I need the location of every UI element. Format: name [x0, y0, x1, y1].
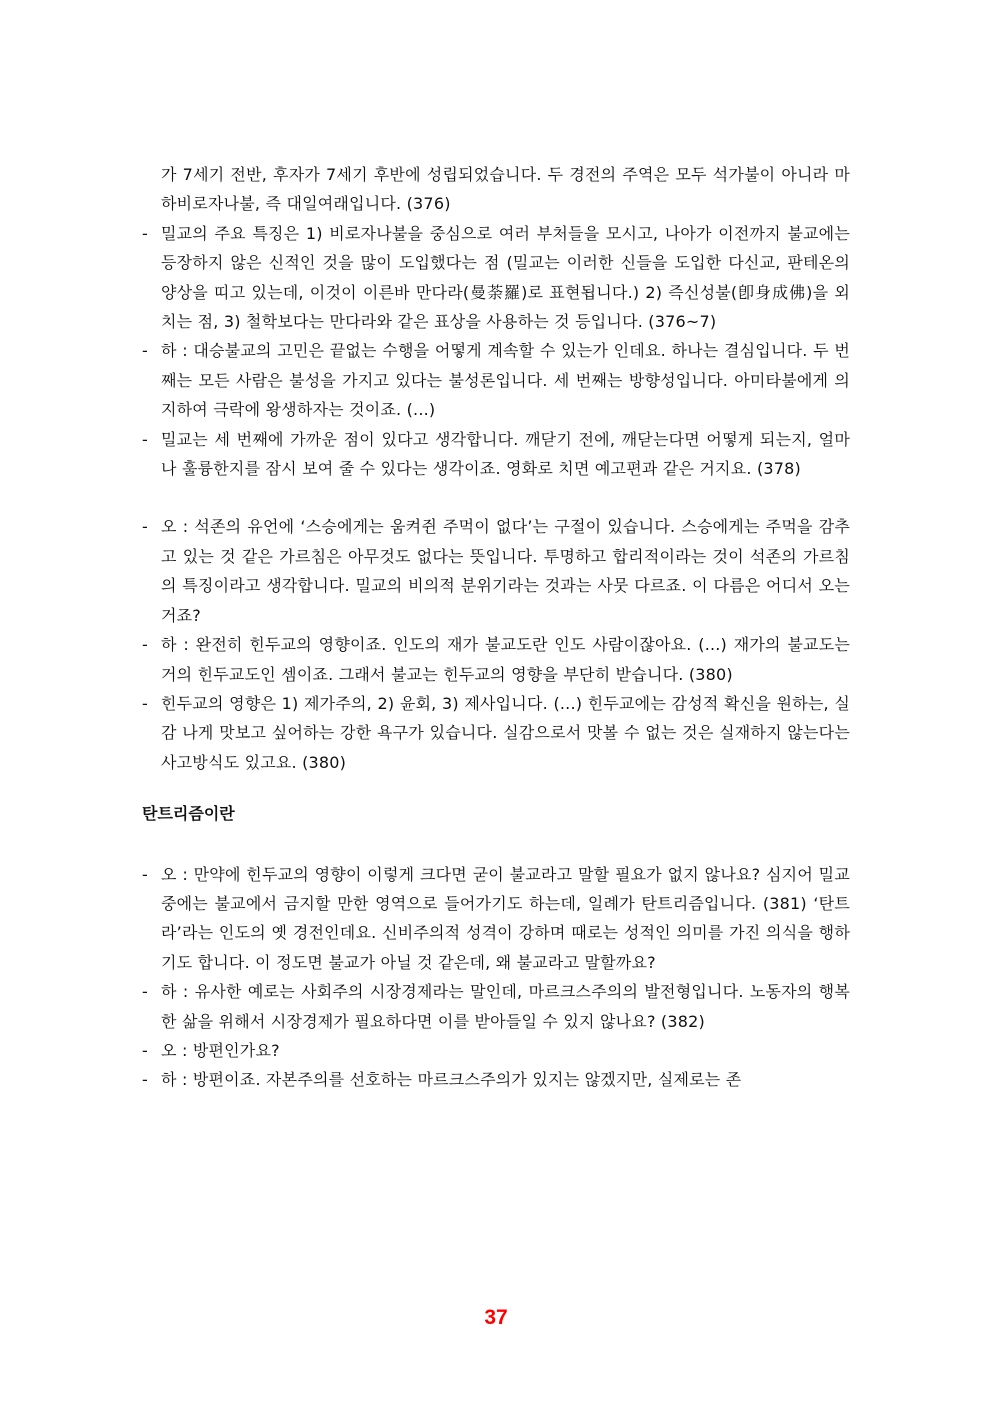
paragraph-text: 밀교는 세 번째에 가까운 점이 있다고 생각합니다. 깨닫기 전에, 깨닫는다면 어떻게 되는지, 얼마나 훌륭한지를 잠시 보여 줄 수 있다는 생각이죠. 영화로 치면 예고편과 같은 거지요. (378) [161, 429, 850, 479]
list-item [142, 336, 850, 424]
list-item [142, 977, 850, 1036]
dash-bullet: - [142, 517, 148, 537]
list-item [142, 1065, 850, 1094]
dash-bullet: - [142, 864, 148, 884]
list-item [142, 860, 850, 978]
paragraph-text: 오 : 석존의 유언에 ‘스승에게는 움켜쥔 주먹이 없다’는 구절이 있습니다. 스승에게는 주먹을 감추고 있는 것 같은 가르침은 아무것도 없다는 뜻입니다. 투명하고 합리적이라는 것이 석존의 가르침의 특징이라고 생각합니다. 밀교의 비의적 분위기라는 것과는 사뭇 다르죠. 이 다름은 어디서 오는 거죠? [161, 517, 850, 625]
dash-bullet: - [142, 223, 148, 243]
paragraph-continuation [142, 160, 850, 219]
spacer [142, 830, 850, 860]
page-body [142, 160, 850, 1095]
paragraph-text: 하 : 방편이죠. 자본주의를 선호하는 마르크스주의가 있지는 않겠지만, 실제로는 존 [161, 1070, 742, 1090]
dash-bullet: - [142, 1070, 148, 1090]
blank-line [142, 483, 850, 512]
paragraph-text: 오 : 방편인가요? [161, 1040, 280, 1060]
list-item [142, 689, 850, 777]
dash-bullet: - [142, 635, 148, 655]
list-item [142, 630, 850, 689]
paragraph-text: 하 : 대승불교의 고민은 끝없는 수행을 어떻게 계속할 수 있는가 인데요. 하나는 결심입니다. 두 번째는 모든 사람은 불성을 가지고 있다는 불성론입니다. 세 번째는 방향성입니다. 아미타불에게 의지하여 극락에 왕생하자는 것이죠. (...) [161, 341, 850, 420]
dash-bullet: - [142, 693, 148, 713]
list-item [142, 1036, 850, 1065]
list-item [142, 512, 850, 630]
paragraph-text: 가 7세기 전반, 후자가 7세기 후반에 성립되었습니다. 두 경전의 주역은 모두 석가불이 아니라 마하비로자나불, 즉 대일여래입니다. (376) [161, 165, 850, 214]
paragraph-text: 밀교의 주요 특징은 1) 비로자나불을 중심으로 여러 부처들을 모시고, 나아가 이전까지 불교에는 등장하지 않은 신적인 것을 많이 도입했다는 점 (밀교는 이러한 신들을 도입한 다신교, 판테온의 양상을 띠고 있는데, 이것이 이른바 만다라(曼荼羅)로 표현됩니다.) 2) 즉신성불(卽身成佛)을 외치는 점, 3) 철학보다는 만다라와 같은 표상을 사용하는 것 등입니다. (376~7) [161, 223, 850, 332]
list-item [142, 425, 850, 484]
dash-bullet: - [142, 429, 148, 449]
paragraph-text: 하 : 완전히 힌두교의 영향이죠. 인도의 재가 불교도란 인도 사람이잖아요. (...) 재가의 불교도는 거의 힌두교도인 셈이죠. 그래서 불교는 힌두교의 영향을 부단히 받습니다. (380) [161, 635, 850, 684]
paragraph-text: 힌두교의 영향은 1) 제가주의, 2) 윤회, 3) 제사입니다. (...) 힌두교에는 감성적 확신을 원하는, 실감 나게 맛보고 싶어하는 강한 욕구가 있습니다. 실감으로서 맛볼 수 없는 것은 실재하지 않는다는 사고방식도 있고요. (380) [161, 693, 850, 772]
paragraph-text: 오 : 만약에 힌두교의 영향이 이렇게 크다면 굳이 불교라고 말할 필요가 없지 않나요? 심지어 밀교 중에는 불교에서 금지할 만한 영역으로 들어가기도 하는데, 일례가 탄트리즘입니다. (381) ‘탄트라’라는 인도의 옛 경전인데요. 신비주의적 성격이 강하며 때로는 성적인 의미를 가진 의식을 행하기도 합니다. 이 정도면 불교가 아닐 것 같은데, 왜 불교라고 말할까요? [161, 864, 850, 972]
list-item [142, 219, 850, 337]
spacer [142, 777, 850, 800]
dash-bullet: - [142, 341, 148, 361]
page-number: 37 [484, 1306, 508, 1329]
paragraph-text: 하 : 유사한 예로는 사회주의 시장경제라는 말인데, 마르크스주의의 발전형입니다. 노동자의 행복한 삶을 위해서 시장경제가 필요하다면 이를 받아들일 수 있지 않나요? (382) [161, 982, 850, 1031]
dash-bullet: - [142, 1040, 148, 1060]
dash-bullet: - [142, 982, 148, 1002]
section-heading: 탄트리즘이란 [142, 806, 235, 824]
